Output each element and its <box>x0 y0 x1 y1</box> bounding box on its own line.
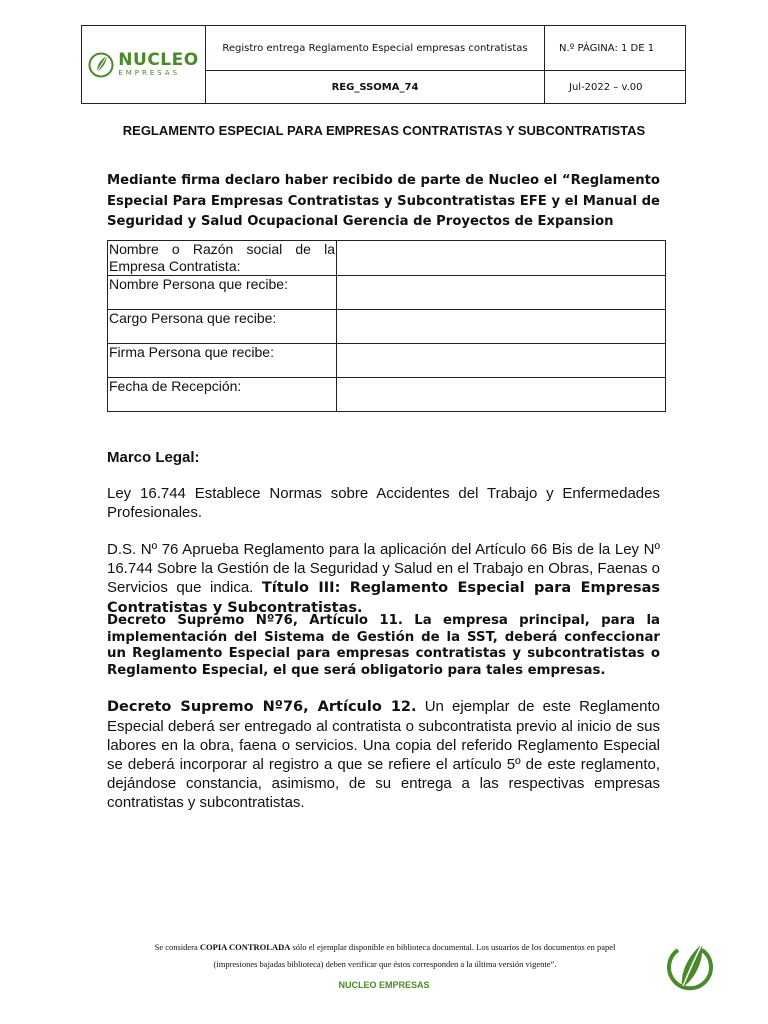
article-12-lead: Decreto Supremo Nº76, Artículo 12. <box>107 699 417 715</box>
ds76-text: D.S. Nº 76 Aprueba Reglamento para la aplicación del Artículo 66 Bis de la Ley Nº 16.744 Sobre la Gestión de la Seguridad y Salud en el Trabajo en Obras, Faenas o Servicios que indica. <box>107 541 660 596</box>
doc-title: Registro entrega Reglamento Especial empresas contratistas <box>206 26 545 71</box>
form-row <box>108 241 666 276</box>
company-name-label: Nombre o Razón social de la Empresa Contratista: <box>109 241 335 274</box>
signature-label: Firma Persona que recibe: <box>108 344 337 378</box>
law-16744-paragraph: Ley 16.744 Establece Normas sobre Accidentes del Trabajo y Enfermedades Profesionales. <box>107 485 660 521</box>
controlled-copy-note <box>145 939 625 973</box>
intro-declaration: Mediante firma declaro haber recibido de parte de Nucleo el “Reglamento Especial Para Empresas Contratistas y Subcontratistas EFE y el Manual de Seguridad y Salud Ocupacional Gerencia de Proyectos de Expansion <box>107 173 660 229</box>
receiver-role-field[interactable] <box>337 310 666 344</box>
leaf-icon <box>88 52 114 78</box>
article-11-paragraph: Decreto Supremo Nº76, Artículo 11. La empresa principal, para la implementación del Sistema de Gestión de la SST, deberá confeccionar un Reglamento Especial para empresas contratistas y subcontratistas o Reglamento Especial, el que será obligatorio para tales empresas. <box>107 613 660 678</box>
reception-form <box>107 240 666 412</box>
signature-field[interactable] <box>337 344 666 378</box>
footer-leaf-icon <box>664 938 714 998</box>
page-title: REGLAMENTO ESPECIAL PARA EMPRESAS CONTRATISTAS Y SUBCONTRATISTAS <box>122 123 646 138</box>
footer-brand: NUCLEO EMPRESAS <box>338 980 430 990</box>
doc-code: REG_SSOMA_74 <box>206 71 545 103</box>
company-name-field[interactable] <box>337 241 666 276</box>
receiver-role-label: Cargo Persona que recibe: <box>108 310 337 344</box>
form-row <box>108 310 666 344</box>
logo-cell <box>82 26 206 103</box>
receiver-name-label: Nombre Persona que recibe: <box>108 276 337 310</box>
brand-sub: EMPRESAS <box>118 69 181 77</box>
article-12-paragraph <box>107 697 660 812</box>
nucleo-logo <box>88 52 198 78</box>
note-bold: COPIA CONTROLADA <box>199 942 291 952</box>
form-row <box>108 344 666 378</box>
title-iii-text: Título III: Reglamento Especial para Empresas Contratistas y Subcontratistas. <box>107 580 660 616</box>
receiver-name-field[interactable] <box>337 276 666 310</box>
doc-version: Jul-2022 – v.00 <box>569 81 643 93</box>
article-12-text: Un ejemplar de este Reglamento Especial deberá ser entregado al contratista o subcontratista previo al inicio de sus labores en la obra, faena o servicios. Una copia del referido Reglamento Especial se deberá incorporar al registro a que se refiere el artículo 5º de este reglamento, dejándose constancia, asimismo, de su entrega a las respectivas empresas contratistas y subcontratistas. <box>107 698 660 811</box>
ds76-paragraph <box>107 540 660 618</box>
document-header <box>81 25 686 104</box>
brand-name: NUCLEO <box>118 50 199 70</box>
note-post: sólo el ejemplar disponible en biblioteca documental. Los usuarios de los documentos en papel (impresiones bajadas biblioteca) deben verificar que éstos corresponden a la última versión vigente”. <box>213 942 616 969</box>
reception-date-label: Fecha de Recepción: <box>108 378 337 412</box>
legal-framework-heading: Marco Legal: <box>107 449 200 466</box>
form-row <box>108 276 666 310</box>
note-pre: Se considera <box>154 942 198 952</box>
page-number: N.º PÁGINA: 1 DE 1 <box>545 26 685 71</box>
reception-date-field[interactable] <box>337 378 666 412</box>
form-row <box>108 378 666 412</box>
